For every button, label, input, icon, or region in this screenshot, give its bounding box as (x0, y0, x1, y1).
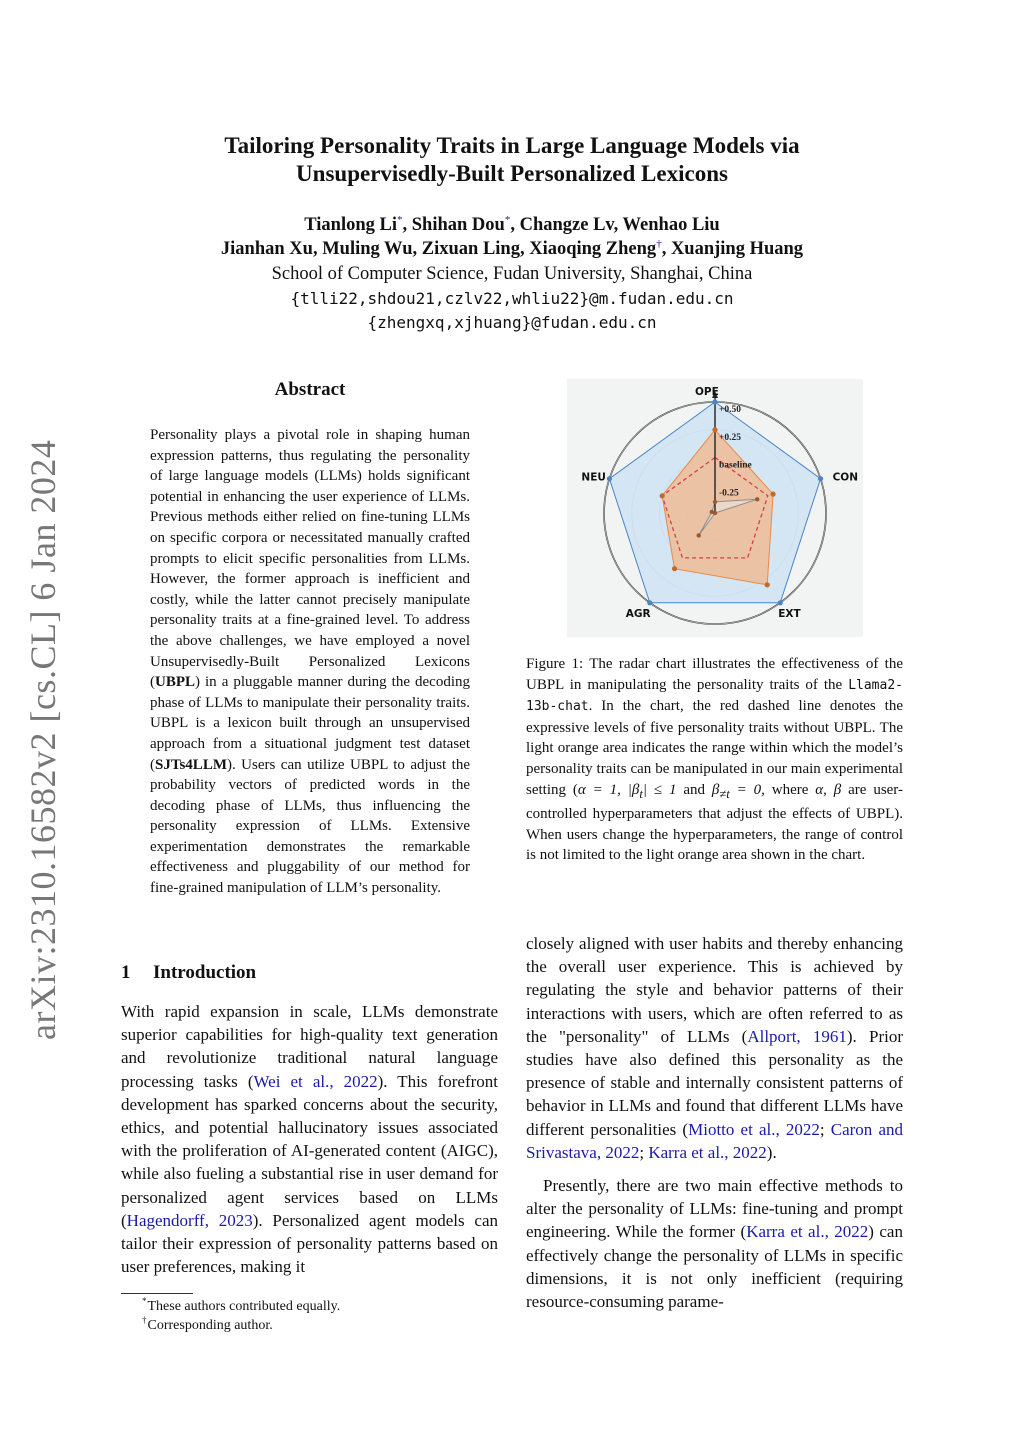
lower-point (755, 497, 759, 501)
author-name: Tianlong Li (304, 215, 397, 235)
email-line-1: {tlli22,shdou21,czlv22,whliu22}@m.fudan.edu.cn (290, 289, 734, 308)
footnotes (142, 1296, 510, 1335)
section-number: 1 (121, 962, 131, 983)
citation-link[interactable]: Miotto et al., 2022 (688, 1119, 820, 1139)
radar-chart-figure (567, 379, 863, 637)
ring-label: +0.25 (719, 432, 742, 443)
author-name: Xuanjing Huang (666, 239, 804, 259)
author-names: Jianhan Xu, Muling Wu, Zixuan Ling, Xiaoqing Zheng (220, 239, 657, 259)
citation-link[interactable]: Caron and Srivastava, 2022 (526, 1119, 904, 1162)
ring-label: -0.25 (719, 488, 739, 499)
section-title: Introduction (153, 962, 257, 983)
upper-point (672, 566, 677, 571)
affiliation: School of Computer Science, Fudan University, Shanghai, China (271, 264, 753, 284)
footnote-rule (121, 1293, 193, 1294)
max-point (712, 399, 717, 404)
footnote-corresponding: †Corresponding author. (142, 1315, 273, 1333)
max-point (778, 600, 783, 605)
axis-label: EXT (778, 607, 801, 620)
equal-contribution-mark: * (504, 213, 511, 226)
max-point (647, 600, 652, 605)
axis-label: OPE (695, 386, 719, 398)
equal-contribution-mark: * (397, 213, 403, 226)
axis-label: NEU (581, 471, 606, 484)
arxiv-stamp: arXiv:2310.16582v2 [cs.CL] 6 Jan 2024 (23, 439, 63, 1040)
sjts4llm-term: SJTs4LLM (155, 756, 227, 773)
author-name: Shihan Dou (411, 215, 505, 235)
ring-label: baseline (719, 460, 752, 471)
upper-point (712, 427, 717, 432)
citation-link[interactable]: Karra et al., 2022 (648, 1142, 767, 1162)
figure-caption: Figure 1: The radar chart illustrates the effectiveness of the UBPL in manipulating the personality traits of the Llama2-13b-chat. In the chart, the red dashed line denotes the expressive levels of five personality traits without UBPL. The light orange area indicates the range within which the model’s personality traits can be manipulated in our main experimental setting (α = 1, $|\beta_t| \le 1$ and $\beta_{\ne t} = 0$, where α, β are user-controlled hyperparameters that adjust the effects of UBPL). When users change the hyperparameters, the range of control is not limited to the light orange area shown in the chart. (526, 656, 904, 864)
ring-label: +0.50 (719, 405, 742, 415)
author-list (112, 213, 912, 261)
lower-point (713, 500, 717, 504)
ubpl-term: UBPL (155, 674, 196, 691)
lower-point (710, 510, 714, 514)
author-line-1: Tianlong Li*, Shihan Dou*, Changze Lv, Wenhao Liu (304, 213, 720, 235)
email-block (112, 287, 912, 335)
intro-paragraph-1: With rapid expansion in scale, LLMs demonstrate superior capabilities for high-quality text generation and revolutionize traditional natural language processing tasks (Wei et al., 2022). This forefront development has sparked concerns about the security, ethics, and potential hallucinatory issues associated with the proliferation of AI-generated content (AIGC), while also fueling a substantial rise in user demand for personalized agent services based on LLMs (Hagendorff, 2023). Personalized agent models can tailor their expression of personality patterns based on user preferences, making it (121, 1002, 498, 1277)
abstract-heading: Abstract (274, 379, 346, 400)
citation-link[interactable]: Hagendorff, 2023 (126, 1210, 253, 1230)
axis-label: CON (832, 471, 858, 484)
email-line-2: {zhengxq,xjhuang}@fudan.edu.cn (367, 313, 657, 332)
title-line-2: Unsupervisedly-Built Personalized Lexicons (296, 161, 728, 186)
citation-link[interactable]: Allport, 1961 (747, 1026, 847, 1046)
section-heading-introduction (121, 961, 501, 985)
max-point (607, 476, 612, 481)
axis-label: AGR (625, 607, 651, 620)
upper-point (660, 493, 665, 498)
footnote-equal: *These authors contributed equally. (142, 1296, 341, 1314)
intro-paragraph-2: closely aligned with user habits and thereby enhancing the overall user experience. This is achieved by regulating the style and behavior patterns of their interactions with users, which are often referred to as the "personality" of LLMs (Allport, 1961). Prior studies have also defined this personality as the presence of stable and internally consistent patterns of behavior in LLMs and found that different LLMs have different personalities (Miotto et al., 2022; Caron and Srivastava, 2022; Karra et al., 2022). (526, 934, 904, 1162)
max-point (818, 476, 823, 481)
intro-paragraph-3: Presently, there are two main effective methods to alter the personality of LLMs: fine-tuning and prompt engineering. While the former (Karra et al., 2022) can effectively change the personality of LLMs in specific dimensions, it is not only inefficient (requiring resource-consuming parame- (526, 1176, 903, 1312)
citation-link[interactable]: Wei et al., 2022 (253, 1071, 378, 1091)
lower-point (696, 533, 700, 537)
title-line-1: Tailoring Personality Traits in Large Language Models via (224, 133, 800, 158)
abstract-body: Personality plays a pivotal role in shaping human expression patterns, thus regulating the personality of large language models (LLMs) holds significant potential in enhancing the user experience of LLMs. Previous methods either relied on fine-tuning LLMs on specific corpora or necessitated manually crafted prompts to elicit specific personalities from LLMs. However, the former approach is inefficient and costly, while the latter cannot precisely manipulate personality traits at a fine-grained level. To address the above challenges, we have employed a novel Unsupervisedly-Built Personalized Lexicons (UBPL) in a pluggable manner during the decoding phase of LLMs to manipulate their personality traits. UBPL is a lexicon built through an unsupervised approach from a situational judgment test dataset (SJTs4LLM). Users can utilize UBPL to adjust the probability vectors of predicted words in the decoding phase of LLMs, thus influencing the personality expression of LLMs. Extensive experimentation demonstrates the remarkable effectiveness and pluggability of our method for fine-grained manipulation of LLM’s personality. (150, 427, 470, 897)
corresponding-mark: † (656, 237, 662, 250)
author-names: Changze Lv, Wenhao Liu (519, 215, 720, 235)
radar-chart (567, 379, 863, 637)
citation-link[interactable]: Karra et al., 2022 (746, 1222, 869, 1242)
model-name: Llama2-13b-chat (526, 677, 903, 715)
upper-point (770, 492, 775, 497)
paper-title (112, 132, 912, 188)
upper-point (765, 582, 770, 587)
author-line-2: Jianhan Xu, Muling Wu, Zixuan Ling, Xiaoqing Zheng†, Xuanjing Huang (220, 237, 804, 259)
intro-right-column (526, 932, 903, 1313)
